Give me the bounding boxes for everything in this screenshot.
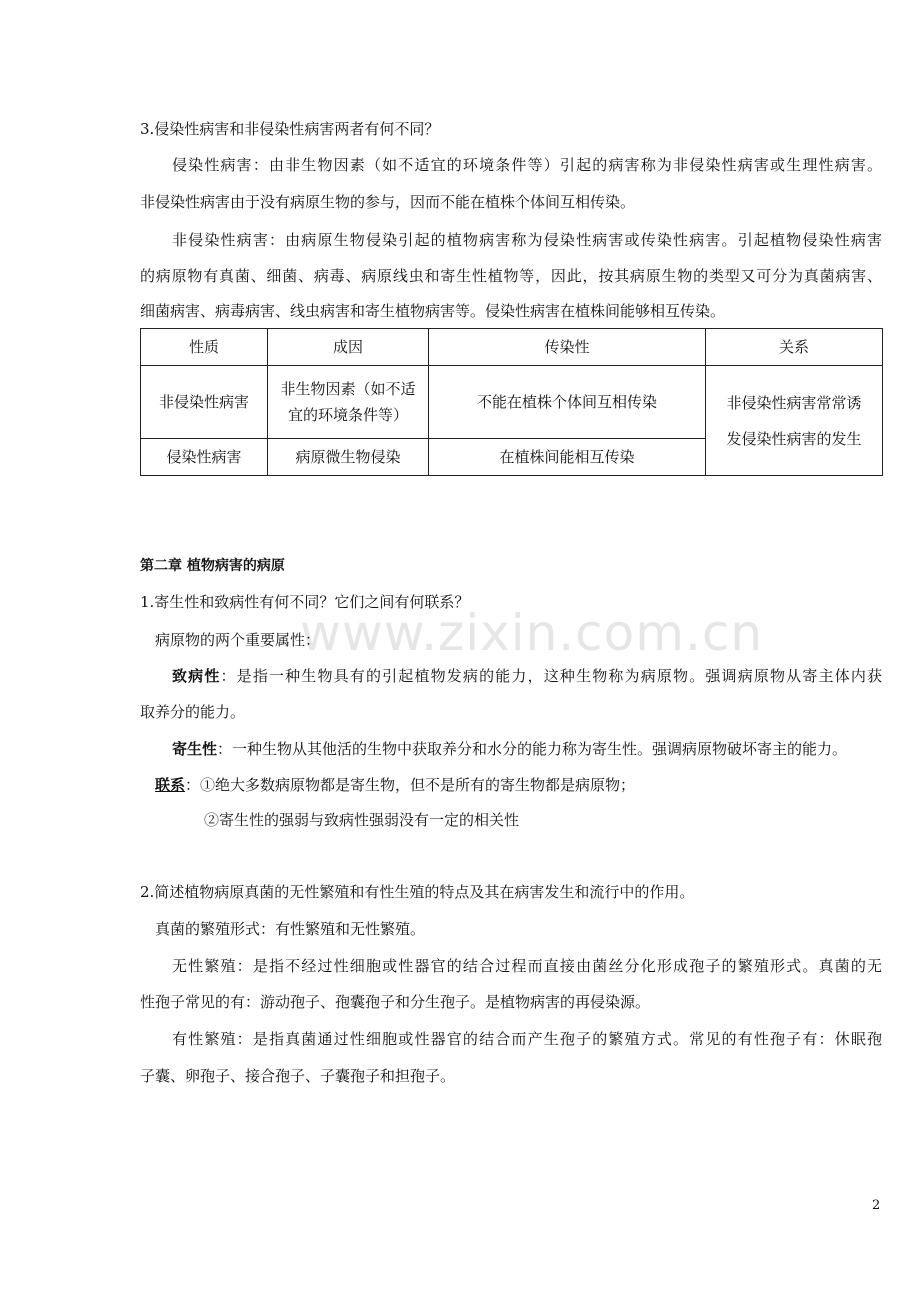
table-cell-cause: 病原微生物侵染 xyxy=(268,439,429,476)
parasitism-term: 寄生性 xyxy=(172,740,218,758)
relation-line1 xyxy=(155,775,882,795)
table-cell-nature: 非侵染性病害 xyxy=(141,366,268,439)
question-3-title: 3.侵染性病害和非侵染性病害两者有何不同？ xyxy=(140,120,440,138)
cause-line: 非生物因素（如不适 xyxy=(280,380,416,398)
cause-line: 宜的环境条件等） xyxy=(287,406,408,424)
asexual-line2: 性孢子常见的有：游动孢子、孢囊孢子和分生孢子。是植物病害的再侵染源。 xyxy=(140,993,651,1011)
parasitism-line xyxy=(172,739,882,759)
table-cell-cause xyxy=(268,366,429,439)
table-cell-infectivity: 不能在植株个体间互相传染 xyxy=(429,366,706,439)
chapter-title: 第二章 植物病害的病原 xyxy=(140,558,285,574)
table-cell-infectivity: 在植株间能相互传染 xyxy=(429,439,706,476)
q3-para2-line2: 的病原物有真菌、细菌、病毒、病原线虫和寄生性植物等，因此，按其病原生物的类型又可分为真菌病害、 xyxy=(140,267,882,285)
relation-term: 联系 xyxy=(155,776,186,794)
relation-text-1: ：①绝大多数病原物都是寄生物，但不是所有的寄生物都是病原物； xyxy=(185,776,636,794)
table-row xyxy=(141,366,883,439)
parasitism-text: ：一种生物从其他活的生物中获取养分和水分的能力称为寄生性。强调病原物破坏寄主的能力。 xyxy=(217,740,848,758)
table-header-cell: 关系 xyxy=(706,329,883,366)
q3-para1-line2: 非侵染性病害由于没有病原生物的参与，因而不能在植株个体间互相传染。 xyxy=(140,193,636,211)
relation-line2: ②寄生性的强弱与致病性强弱没有一定的相关性 xyxy=(204,811,520,829)
q1-intro: 病原物的两个重要属性： xyxy=(155,631,321,649)
page-number: 2 xyxy=(872,1198,881,1213)
question-2-title: 2.简述植物病原真菌的无性繁殖和有性生殖的特点及其在病害发生和流行中的作用。 xyxy=(140,883,695,901)
pathogenicity-term: 致病性 xyxy=(172,667,221,685)
q3-para2-line3: 细菌病害、病毒病害、线虫病害和寄生植物病害等。侵染性病害在植株间能够相互传染。 xyxy=(140,302,726,320)
relation-line: 发侵染性病害的发生 xyxy=(726,429,862,448)
pathogenicity-line1 xyxy=(172,666,882,686)
relation-line: 非侵染性病害常常诱 xyxy=(726,393,862,412)
table-cell-nature: 侵染性病害 xyxy=(141,439,268,476)
q2-intro: 真菌的繁殖形式：有性繁殖和无性繁殖。 xyxy=(155,920,426,938)
pathogenicity-line2: 取养分的能力。 xyxy=(140,703,246,721)
sexual-line2: 子囊、卵孢子、接合孢子、子囊孢子和担孢子。 xyxy=(140,1067,456,1085)
table-header-cell: 传染性 xyxy=(429,329,706,366)
asexual-line1: 无性繁殖：是指不经过性细胞或性器官的结合过程而直接由菌丝分化形成孢子的繁殖形式。真菌的无 xyxy=(172,957,882,975)
q3-para2-line1: 非侵染性病害：由病原生物侵染引起的植物病害称为侵染性病害或传染性病害。引起植物侵染性病害 xyxy=(172,231,882,249)
pathogenicity-text: ：是指一种生物具有的引起植物发病的能力，这种生物称为病原物。强调病原物从寄主体内获 xyxy=(220,667,882,685)
table-header-row xyxy=(141,329,883,366)
sexual-line1: 有性繁殖：是指真菌通过性细胞或性器官的结合而产生孢子的繁殖方式。常见的有性孢子有：休眠孢 xyxy=(172,1030,882,1048)
table-cell-relation xyxy=(706,366,883,476)
question-1-title: 1.寄生性和致病性有何不同？它们之间有何联系？ xyxy=(140,593,470,611)
q3-para1-line1: 侵染性病害：由非生物因素（如不适宜的环境条件等）引起的病害称为非侵染性病害或生理性病害。 xyxy=(172,156,882,174)
comparison-table xyxy=(140,328,883,476)
table-header-cell: 性质 xyxy=(141,329,268,366)
watermark: www.zixin.com.cn xyxy=(300,604,764,662)
table-header-cell: 成因 xyxy=(268,329,429,366)
